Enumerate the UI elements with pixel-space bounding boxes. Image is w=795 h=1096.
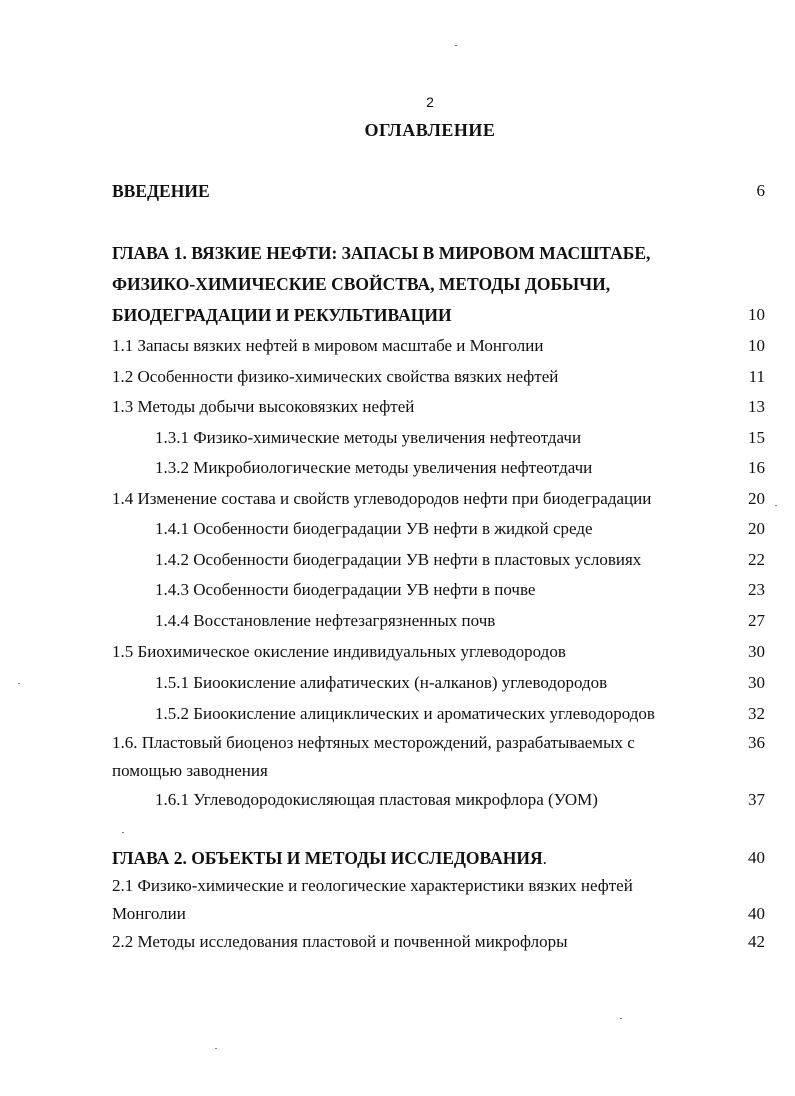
toc-entry: 1.2 Особенности физико-химических свойства вязких нефтей — [112, 367, 559, 386]
toc-subentry: 1.6.1 Углеводородокисляющая пластовая микрофлора (УОМ) — [155, 790, 598, 809]
toc-chapter2-page: 40 — [748, 848, 765, 867]
toc-entry-page: 23 — [748, 580, 765, 599]
toc-entry: 2.2 Методы исследования пластовой и почвенной микрофлоры — [112, 932, 568, 951]
scan-speck — [620, 1018, 622, 1019]
scan-speck — [455, 45, 457, 46]
toc-chapter1-page: 10 — [748, 305, 765, 324]
toc-entry: 1.4 Изменение состава и свойств углеводородов нефти при биодеградации — [112, 489, 652, 508]
toc-chapter2-heading — [112, 848, 547, 869]
toc-chapter1-line2: ФИЗИКО-ХИМИЧЕСКИЕ СВОЙСТВА, МЕТОДЫ ДОБЫЧИ, — [112, 274, 611, 294]
toc-entry-page: 16 — [748, 458, 765, 477]
toc-subentry: 1.4.4 Восстановление нефтезагрязненных почв — [155, 611, 496, 630]
toc-entry-page: 20 — [748, 489, 765, 508]
toc-entry-page: 27 — [748, 611, 765, 630]
toc-entry-page: 40 — [748, 904, 765, 923]
scan-speck — [775, 505, 777, 506]
toc-entry-page: 30 — [748, 642, 765, 661]
scan-speck — [18, 683, 20, 684]
toc-entry-page: 37 — [748, 790, 765, 809]
toc-chapter1-line3: БИОДЕГРАДАЦИИ И РЕКУЛЬТИВАЦИИ — [112, 305, 452, 325]
toc-chapter2-suffix: . — [542, 849, 547, 868]
page-title: ОГЛАВЛЕНИЕ — [364, 120, 496, 140]
toc-entry: 1.1 Запасы вязких нефтей в мировом масштабе и Монголии — [112, 336, 544, 355]
toc-subentry: 1.4.1 Особенности биодеградации УВ нефти в жидкой среде — [155, 519, 593, 538]
toc-entry-page: 42 — [748, 932, 765, 951]
toc-entry-page: 32 — [748, 704, 765, 723]
toc-entry-page: 36 — [748, 733, 765, 752]
toc-subentry: 1.3.2 Микробиологические методы увеличения нефтеотдачи — [155, 458, 593, 477]
toc-subentry: 1.4.2 Особенности биодеградации УВ нефти в пластовых условиях — [155, 550, 642, 569]
toc-chapter2-label: ГЛАВА 2. ОБЪЕКТЫ И МЕТОДЫ ИССЛЕДОВАНИЯ — [112, 848, 543, 868]
toc-introduction-label: ВВЕДЕНИЕ — [112, 181, 210, 201]
toc-chapter1-line1: ГЛАВА 1. ВЯЗКИЕ НЕФТИ: ЗАПАСЫ В МИРОВОМ МАСШТАБЕ, — [112, 243, 651, 263]
toc-subentry: 1.5.1 Биоокисление алифатических (н-алканов) углеводородов — [155, 673, 608, 692]
toc-entry: 1.3 Методы добычи высоковязких нефтей — [112, 397, 415, 416]
scan-speck — [122, 832, 124, 833]
toc-entry-page: 11 — [748, 367, 765, 386]
toc-entry-page: 20 — [748, 519, 765, 538]
toc-entry: 1.6. Пластовый биоценоз нефтяных месторождений, разрабатываемых с — [112, 733, 635, 752]
toc-entry: 2.1 Физико-химические и геологические характеристики вязких нефтей — [112, 876, 633, 895]
toc-subentry: 1.5.2 Биоокисление алициклических и ароматических углеводородов — [155, 704, 655, 723]
toc-entry-continuation: Монголии — [112, 904, 186, 923]
toc-subentry: 1.3.1 Физико-химические методы увеличения нефтеотдачи — [155, 428, 582, 447]
toc-entry-page: 15 — [748, 428, 765, 447]
toc-subentry: 1.4.3 Особенности биодеградации УВ нефти в почве — [155, 580, 536, 599]
toc-entry-page: 30 — [748, 673, 765, 692]
toc-entry-page: 13 — [748, 397, 765, 416]
toc-introduction-page: 6 — [756, 181, 765, 200]
scan-speck — [215, 1048, 217, 1049]
toc-entry-continuation: помощью заводнения — [112, 761, 268, 780]
page-number: 2 — [426, 94, 434, 110]
toc-entry-page: 22 — [748, 550, 765, 569]
toc-entry-page: 10 — [748, 336, 765, 355]
toc-entry: 1.5 Биохимическое окисление индивидуальных углеводородов — [112, 642, 566, 661]
